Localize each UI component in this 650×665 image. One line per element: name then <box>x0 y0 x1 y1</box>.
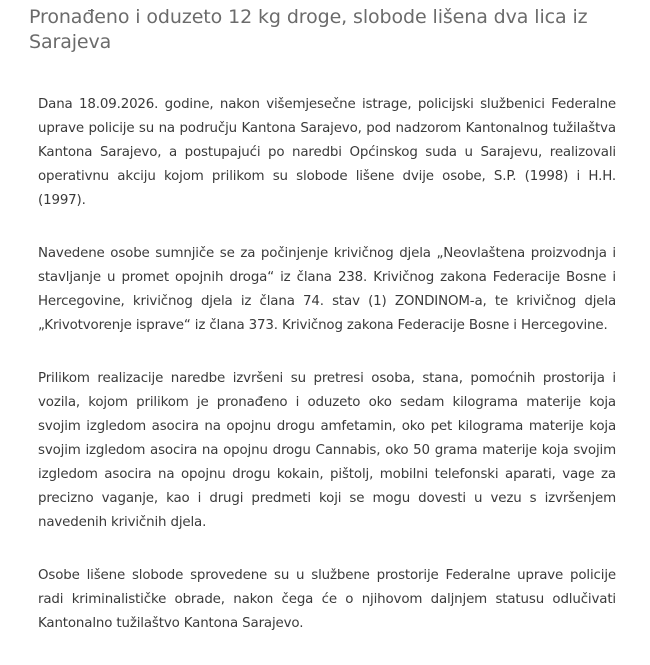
article-paragraph: Osobe lišene slobode sprovedene su u službene prostorije Federalne uprave policije radi kriminalističke obrade, nakon čega će o njihovom daljnjem statusu odlučivati Kantonalno tužilaštvo Kantona Sarajevo. <box>38 568 616 631</box>
article-paragraph: Navedene osobe sumnjiče se za počinjenje krivičnog djela „Neovlaštena proizvodnja i stavljanje u promet opojnih droga“ iz člana 238. Krivičnog zakona Federacije Bosne i Hercegovine, krivičnog djela iz člana 74. stav (1) ZONDINOM-a, te krivičnog djela „Krivotvorenje isprave“ iz člana 373. Krivičnog zakona Federacije Bosne i Hercegovine. <box>38 246 616 333</box>
article-body <box>38 93 616 665</box>
article-paragraph: Dana 18.09.2026. godine, nakon višemjesečne istrage, policijski službenici Federalne uprave policije su na području Kantona Sarajevo, pod nadzorom Kantonalnog tužilaštva Kantona Sarajevo, a postupajući po naredbi Općinskog suda u Sarajevu, realizovali operativnu akciju kojom prilikom su slobode lišene dvije osobe, S.P. (1998) i H.H. (1997). <box>38 97 616 208</box>
article-paragraph: Prilikom realizacije naredbe izvršeni su pretresi osoba, stana, pomoćnih prostorija i vozila, kojom prilikom je pronađeno i oduzeto oko sedam kilograma materije koja svojim izgledom asocira na opojnu drogu amfetamin, oko pet kilograma materije koja svojim izgledom asocira na opojnu drogu Cannabis, oko 50 grama materije koja svojim izgledom asocira na opojnu drogu kokain, pištolj, mobilni telefonski aparati, vage za precizno vaganje, kao i drugi predmeti koji se mogu dovesti u vezu s izvršenjem navedenih krivičnih djela. <box>38 371 616 530</box>
article-title: Pronađeno i oduzeto 12 kg droge, slobode lišena dva lica iz Sarajeva <box>29 6 588 53</box>
